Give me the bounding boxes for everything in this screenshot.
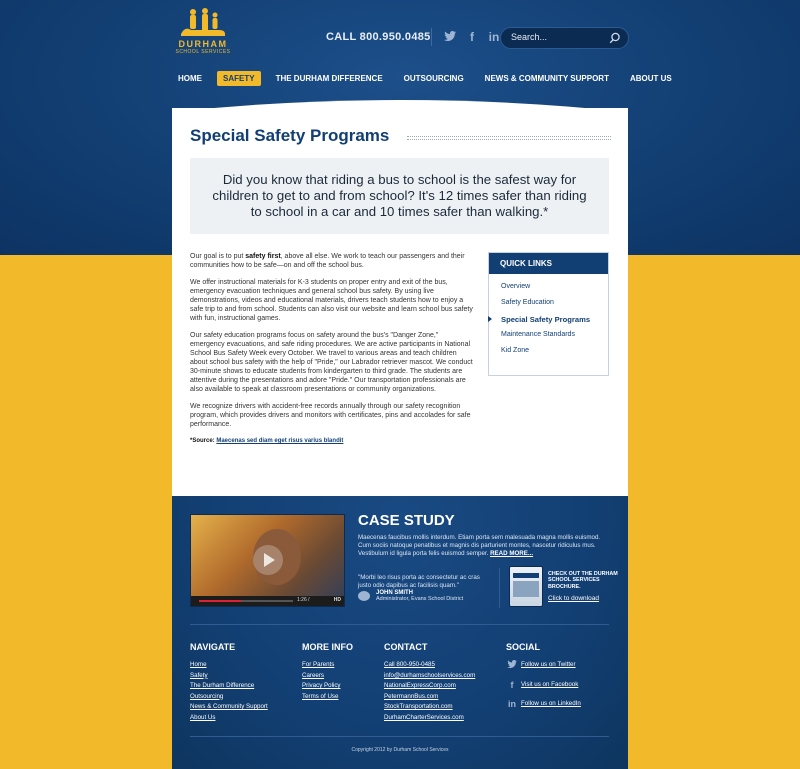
active-arrow-icon [488, 316, 492, 322]
linkedin-icon[interactable]: in [488, 30, 500, 44]
footer-link-charter[interactable]: DurhamCharterServices.com [384, 713, 464, 721]
footer-link-national-express[interactable]: NationalExpressCorp.com [384, 682, 456, 689]
source-link[interactable]: Maecenas sed diam eget risus varius blandit [216, 438, 344, 444]
call-number: CALL 800.950.0485 [326, 31, 431, 43]
logo-brand: DURHAM [178, 39, 228, 49]
speech-bubble-icon [358, 591, 370, 601]
footer-link-terms[interactable]: Terms of Use [302, 692, 339, 700]
footer-social [506, 642, 581, 719]
footer-link-linkedin[interactable]: Follow us on LinkedIn [521, 700, 581, 707]
footer-social-twitter [506, 660, 581, 671]
header-divider [431, 28, 432, 46]
footer-link-privacy[interactable]: Privacy Policy [302, 682, 341, 689]
paragraph-2: We offer instructional materials for K-3 students on proper entry and exit of the bus, emergency evacuation techniques and general school bus safety. By using live demonstrations, videos and educational materials, drivers teach students how to enjoy a safe trip to and from school. Students can also visit our website and learn school bus safety with fun, instructional games. [190, 279, 473, 322]
case-study-text: Maecenas faucibus mollis interdum. Etiam porta sem malesuada magna mollis euismod. Cum sociis natoque penatibus et magnis dis parturient montes, nascetur ridiculus mus. Vestibulum id ligula porta felis euismod semper. READ MORE... [358, 534, 601, 557]
more-info-title: MORE INFO [302, 642, 353, 652]
paragraph-4: We recognize drivers with accident-free records annually through our safety recognition program, which provides drivers and monitors with certificates, pins and accolades for safe performance. [190, 403, 471, 428]
case-study-title: CASE STUDY [358, 512, 455, 529]
content-card [172, 108, 628, 496]
footer [172, 496, 628, 769]
nav-news-community[interactable]: NEWS & COMMUNITY SUPPORT [484, 74, 609, 83]
navigate-title: NAVIGATE [190, 642, 236, 652]
footer-link-home[interactable]: Home [190, 661, 207, 668]
read-more-link[interactable]: READ MORE... [490, 550, 534, 557]
footer-link-outsourcing[interactable]: Outsourcing [190, 692, 224, 700]
video-progress-fill [199, 600, 241, 602]
facebook-icon[interactable]: f [510, 679, 514, 690]
quick-link-safety-education[interactable]: Safety Education [501, 299, 554, 306]
testimonial-person [358, 590, 463, 602]
paragraph-1: Our goal is to put safety first, above all else. We work to teach our passengers and their communities how to be safe—on and off the school bus. [190, 253, 465, 269]
footer-social-facebook [506, 680, 581, 691]
testimonial-quote: "Morbi leo risus porta ac consectetur ac cras justo odio dapibus ac facilisis quam." [358, 574, 480, 589]
video-time: 1:26 / [297, 597, 310, 603]
download-link[interactable]: Click to download [548, 595, 599, 602]
paragraph-3: Our safety education programs focus on safety around the bus's "Danger Zone," emergency evacuations, and safe riding procedures. We are active participants in National School Bus Safety Week every October. We travel to various areas and teach children about school bus safety with the help of "Pride," our Labrador retriever mascot. We conduct 30-minute shows to educate students from kindergarten to third grade. The students are attentive during the presentations and adore "Pride." Our transportation professionals are also available to speak at classroom presentations or community organizations. [190, 332, 473, 393]
quick-link-overview[interactable]: Overview [501, 283, 531, 290]
footer-link-news[interactable]: News & Community Support [190, 703, 268, 710]
social-title: SOCIAL [506, 642, 541, 652]
logo-figures-icon [179, 8, 227, 38]
copyright: Copyright 2012 by Durham School Services [351, 747, 449, 753]
video-controls [191, 596, 344, 606]
footer-link-stock[interactable]: StockTransportation.com [384, 703, 453, 710]
nav-home[interactable]: HOME [178, 74, 202, 83]
footer-contact [384, 642, 475, 723]
twitter-icon[interactable] [444, 30, 456, 44]
durham-logo[interactable] [172, 8, 234, 63]
footer-link-about[interactable]: About Us [190, 713, 216, 721]
quick-links-title: QUICK LINKS [489, 253, 608, 274]
case-study-video[interactable] [190, 514, 345, 607]
source-note: *Source: Maecenas sed diam eget risus varius blandit [190, 438, 344, 444]
twitter-icon[interactable] [506, 660, 518, 670]
quick-link-special-safety-programs[interactable]: Special Safety Programs [501, 315, 608, 331]
hd-button[interactable]: HD [333, 597, 341, 603]
footer-link-email[interactable]: info@durhamschoolservices.com [384, 671, 476, 679]
footer-link-careers[interactable]: Careers [302, 671, 325, 679]
footer-link-durham-difference[interactable]: The Durham Difference [190, 682, 255, 689]
main-body [190, 252, 473, 446]
footer-more-info [302, 642, 353, 702]
footer-link-parents[interactable]: For Parents [302, 661, 335, 668]
search-icon[interactable] [609, 32, 621, 44]
main-nav [172, 71, 687, 86]
safety-callout: Did you know that riding a bus to school is the safest way for children to get to and from school? It's 12 times safer than riding to school in a car and 10 times safer than walking.* [190, 158, 609, 234]
nav-safety[interactable]: SAFETY [217, 71, 261, 86]
brochure-thumbnail[interactable] [509, 566, 543, 607]
footer-divider-bottom [190, 736, 609, 737]
nav-outsourcing[interactable]: OUTSOURCING [403, 74, 464, 83]
footer-link-safety[interactable]: Safety [190, 671, 208, 679]
footer-link-facebook[interactable]: Visit us on Facebook [521, 680, 579, 688]
play-icon[interactable] [253, 545, 283, 575]
contact-title: CONTACT [384, 642, 428, 652]
footer-link-call[interactable]: Call 800-950-0485 [384, 661, 435, 668]
quick-links-panel [488, 252, 609, 376]
quick-link-kid-zone[interactable]: Kid Zone [501, 347, 530, 354]
page-title: Special Safety Programs [190, 126, 390, 145]
title-divider [407, 136, 611, 140]
nav-durham-difference[interactable]: THE DURHAM DIFFERENCE [275, 74, 383, 83]
footer-link-twitter[interactable]: Follow us on Twitter [521, 661, 576, 668]
person-role: Administrator, Evans School District [376, 596, 464, 602]
quick-link-maintenance-standards[interactable]: Maintenance Standards [501, 331, 575, 338]
linkedin-icon[interactable]: in [508, 699, 516, 710]
footer-social-linkedin [506, 699, 581, 710]
footer-link-petermann[interactable]: PetermannBus.com [384, 692, 439, 700]
footer-divider [190, 624, 609, 625]
brochure-text: CHECK OUT THE DURHAM SCHOOL SERVICES BROCHURE. [548, 571, 618, 590]
nav-about-us[interactable]: ABOUT US [629, 74, 672, 83]
search-box [500, 27, 629, 49]
facebook-icon[interactable]: f [470, 30, 474, 44]
video-progress-bar[interactable] [199, 600, 293, 602]
person-name: JOHN SMITH [376, 590, 414, 596]
safety-first-text: safety first [245, 253, 281, 260]
search-input[interactable] [511, 32, 607, 42]
logo-sub: SCHOOL SERVICES [175, 49, 231, 55]
footer-navigate [190, 642, 268, 723]
header-social [444, 30, 500, 44]
case-study-divider [499, 568, 500, 608]
